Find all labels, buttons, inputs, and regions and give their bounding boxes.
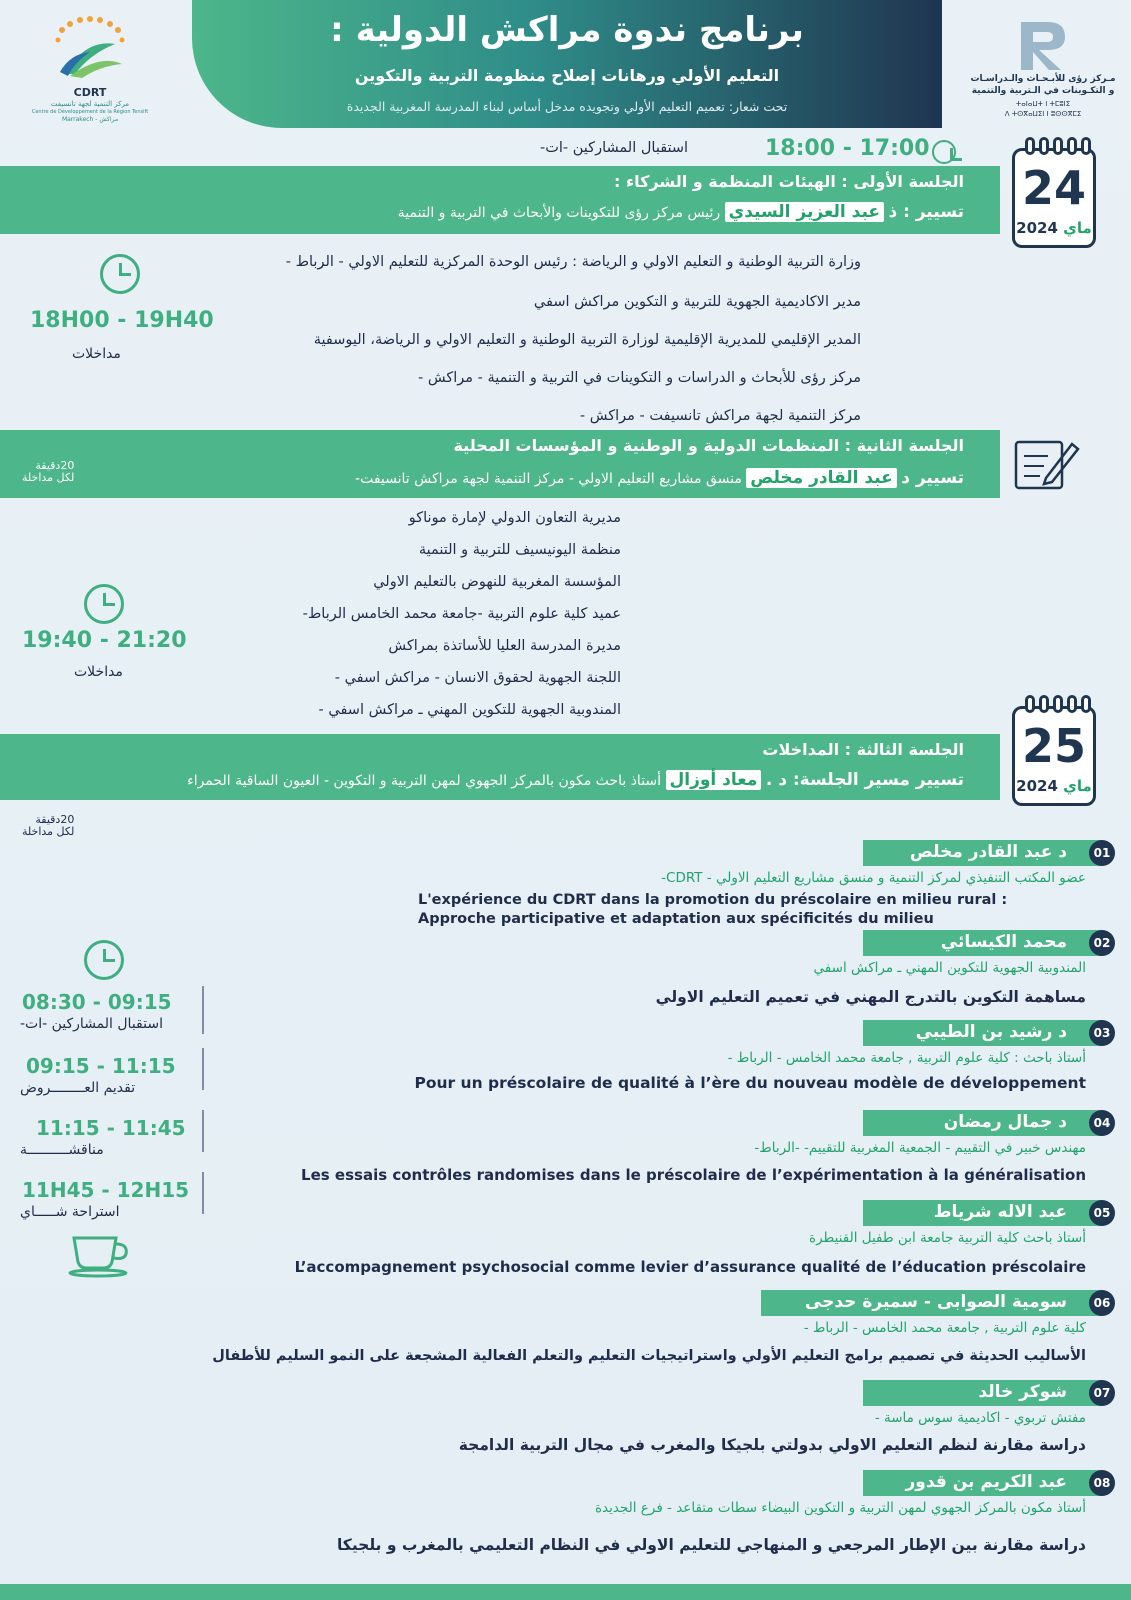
session-1-chair-name: عبد العزيز السيدي bbox=[725, 202, 884, 222]
calendar-day-24 bbox=[1012, 148, 1096, 248]
schedule-time: 11H45 - 12H15 bbox=[22, 1178, 190, 1202]
ruaa-caption-3: ⵜⴰⵏⴰⵡⵜ ⵏ ⵜⵎⵓⵏⵉ bbox=[1015, 100, 1071, 108]
session-1-chair bbox=[398, 202, 964, 222]
header-banner bbox=[192, 0, 942, 128]
calendar-ring bbox=[1025, 137, 1035, 155]
speaker-8-role: أستاذ مكون بالمركز الجهوي لمهن التربية و التكوين البيضاء سطات متقاعد - فرع الجديدة bbox=[594, 1500, 1086, 1516]
welcome-label: استقبال المشاركين -ات- bbox=[540, 140, 689, 156]
speaker-8-topic: دراسة مقارنة بين الإطار المرجعي و المنهاجي للتعليم الاولي في النظام التعليمي بالمغرب و بلجيكا bbox=[336, 1536, 1086, 1554]
session-1-title: الجلسة الأولى : الهيئات المنظمة و الشركاء : bbox=[614, 172, 964, 191]
speaker-6-name: سومية الصوابى - سميرة حدجى bbox=[804, 1292, 1067, 1312]
session-3-chair-prefix: تسيير مسير الجلسة: د . bbox=[765, 770, 964, 790]
calendar-day-number: 24 bbox=[1021, 161, 1086, 215]
speaker-3-role: أستاذ باحث : كلية علوم التربية , جامعة محمد الخامس - الرباط - bbox=[727, 1050, 1086, 1066]
session-3-note-duration: 20دقيقة bbox=[35, 813, 75, 826]
session-2-note bbox=[22, 460, 74, 484]
session-1-item: مدير الاكاديمية الجهوية للتربية و التكوين مراكش اسفي bbox=[533, 294, 861, 310]
calendar-ring bbox=[1053, 695, 1063, 713]
clock-icon bbox=[100, 254, 140, 294]
tea-cup-icon bbox=[68, 1228, 140, 1278]
speaker-6-number: 06 bbox=[1089, 1290, 1115, 1316]
speaker-3-topic: Pour un préscolaire de qualité à l’ère du nouveau modèle de développement bbox=[414, 1074, 1086, 1092]
speaker-1-number: 01 bbox=[1089, 840, 1115, 866]
session-2-note-per: لكل مداخلة bbox=[22, 471, 75, 484]
calendar-ring bbox=[1067, 137, 1077, 155]
speaker-7-topic: دراسة مقارنة لنظم التعليم الاولي بدولتي بلجيكا والمغرب في مجال التربية الدامجة bbox=[458, 1436, 1086, 1454]
calendar-ring bbox=[1081, 137, 1091, 155]
session-1-time-label: مداخلات bbox=[72, 346, 121, 362]
speaker-7-number: 07 bbox=[1089, 1380, 1115, 1406]
schedule-divider bbox=[202, 1110, 204, 1152]
session-1-item: وزارة التربية الوطنية و التعليم الاولي و الرياضة : رئيس الوحدة المركزية للتعليم الاولي - الرباط - bbox=[285, 254, 861, 270]
speaker-6-band bbox=[761, 1290, 1101, 1316]
ruaa-caption-4: ⴷ ⵜⵙⴳⴰⵡⵉⵏ ⵏ ⵓⵙⵙⴳⵎⵉ bbox=[1004, 110, 1082, 118]
clock-icon bbox=[84, 584, 124, 624]
speaker-1-name: د عبد القادر مخلص bbox=[909, 842, 1067, 862]
session-2-band bbox=[0, 430, 1000, 498]
footer-bar bbox=[0, 1584, 1131, 1600]
speaker-1-topic: L'expérience du CDRT dans la promotion du préscolaire en milieu rural : bbox=[418, 892, 1008, 908]
session-2-chair-name: عبد القادر مخلص bbox=[746, 468, 896, 488]
session-2-item: منظمة اليونيسيف للتربية و التنمية bbox=[418, 542, 621, 558]
session-2-chair bbox=[355, 468, 964, 488]
ruaa-logo bbox=[968, 12, 1118, 122]
calendar-ring bbox=[1053, 137, 1063, 155]
cdrt-caption: مركز التنمية لجهة تانسيفت bbox=[50, 100, 130, 108]
page-subtitle: التعليم الأولي ورهانات إصلاح منظومة التربية والتكوين bbox=[354, 66, 780, 85]
session-1-time: 18H00 - 19H40 bbox=[30, 308, 214, 333]
speaker-6-role: كلية علوم التربية , جامعة محمد الخامس - الرباط - bbox=[803, 1320, 1086, 1336]
speaker-7-name: شوكر خالد bbox=[978, 1382, 1067, 1402]
cdrt-logo bbox=[30, 14, 150, 124]
session-1-chair-prefix: تسيير : ذ bbox=[888, 202, 964, 222]
page-title: برنامج ندوة مراكش الدولية : bbox=[330, 10, 804, 50]
speaker-8-band bbox=[863, 1470, 1101, 1496]
notepad-pen-icon bbox=[1012, 434, 1082, 494]
session-2-item: مديرة المدرسة العليا للأساتذة بمراكش bbox=[388, 638, 621, 654]
calendar-ring bbox=[1025, 695, 1035, 713]
schedule-divider bbox=[202, 986, 204, 1034]
speaker-7-role: مفتش تربوي - اكاديمية سوس ماسة - bbox=[874, 1410, 1086, 1426]
session-1-band bbox=[0, 166, 1000, 234]
speaker-3-band bbox=[863, 1020, 1101, 1046]
cdrt-logo-text: CDRT bbox=[73, 86, 107, 99]
session-2-item: المؤسسة المغربية للنهوض بالتعليم الاولي bbox=[373, 574, 621, 590]
calendar-year: 2024 bbox=[1016, 219, 1058, 237]
cdrt-caption-city: Marrakech - مراكش bbox=[61, 116, 119, 123]
schedule-time: 08:30 - 09:15 bbox=[22, 990, 172, 1014]
calendar-month-name: ماي bbox=[1063, 777, 1092, 795]
schedule-time: 09:15 - 11:15 bbox=[26, 1054, 176, 1078]
session-3-chair-role: أستاذ باحث مكون بالمركز الجهوي لمهن التربية و التكوين - العيون الساقية الحمراء bbox=[187, 773, 662, 789]
session-3-chair bbox=[187, 770, 964, 790]
speaker-4-name: د جمال رمضان bbox=[943, 1112, 1067, 1132]
speaker-2-number: 02 bbox=[1089, 930, 1115, 956]
calendar-ring bbox=[1039, 137, 1049, 155]
schedule-label: تقديم العــــــــروض bbox=[20, 1080, 136, 1096]
calendar-month bbox=[1015, 777, 1093, 795]
session-1-item: مركز رؤى للأبحاث و الدراسات و التكوينات في التربية و التنمية - مراكش - bbox=[418, 370, 861, 386]
calendar-ring bbox=[1081, 695, 1091, 713]
session-3-note-per: لكل مداخلة bbox=[22, 825, 75, 838]
session-2-item: مديرية التعاون الدولي لإمارة موناكو bbox=[408, 510, 621, 526]
page-slogan: تحت شعار: تعميم التعليم الأولي وتجويده مدخل أساس لبناء المدرسة المغربية الجديدة bbox=[346, 99, 788, 114]
calendar-day-number: 25 bbox=[1021, 719, 1086, 773]
speaker-4-band bbox=[863, 1110, 1101, 1136]
speaker-8-name: عبد الكريم بن قدور bbox=[905, 1472, 1067, 1492]
session-1-item: مركز التنمية لجهة مراكش تانسيفت - مراكش - bbox=[579, 408, 861, 424]
session-3-band bbox=[0, 734, 1000, 800]
schedule-divider bbox=[202, 1172, 204, 1214]
session-3-chair-name: معاد أوزال bbox=[666, 770, 762, 790]
schedule-divider bbox=[202, 1048, 204, 1090]
ruaa-caption-1: مـركز رؤى للأبـحـاث والـدراسـات bbox=[970, 74, 1116, 84]
speaker-5-role: أستاذ باحث كلية التربية جامعة ابن طفيل القنيطرة bbox=[809, 1230, 1086, 1246]
speaker-2-role: المندوبية الجهوية للتكوين المهني ـ مراكش اسفي bbox=[813, 960, 1086, 976]
session-2-title: الجلسة الثانية : المنظمات الدولية و الوطنية و المؤسسات المحلية bbox=[453, 436, 964, 455]
session-2-chair-prefix: تسيير د bbox=[901, 468, 964, 488]
cdrt-caption-fr: Centre de Développement de la Région Tensift bbox=[31, 109, 149, 115]
speaker-5-number: 05 bbox=[1089, 1200, 1115, 1226]
speaker-4-number: 04 bbox=[1089, 1110, 1115, 1136]
speaker-2-band bbox=[863, 930, 1101, 956]
schedule-label: استقبال المشاركين -ات- bbox=[20, 1016, 163, 1032]
clock-icon bbox=[932, 140, 956, 164]
session-2-time-label: مداخلات bbox=[74, 664, 123, 680]
speaker-5-topic: L’accompagnement psychosocial comme levier d’assurance qualité de l’éducation préscolaire bbox=[294, 1258, 1086, 1276]
speaker-5-band bbox=[863, 1200, 1101, 1226]
schedule-label: استراحة شـــــاي bbox=[20, 1204, 120, 1220]
calendar-ring bbox=[1067, 695, 1077, 713]
speaker-1-role: عضو المكتب التنفيذي لمركز التنمية و منسق مشاريع التعليم الاولي - CDRT- bbox=[661, 870, 1086, 886]
session-3-title: الجلسة الثالثة : المداخلات bbox=[762, 740, 964, 759]
session-2-item: اللجنة الجهوية لحقوق الانسان - مراكش اسفي - bbox=[334, 670, 621, 686]
speaker-4-role: مهندس خبير في التقييم - الجمعية المغربية للتقييم- -الرباط- bbox=[754, 1140, 1086, 1156]
cdrt-sun-icon bbox=[30, 14, 150, 94]
session-1-chair-role: رئيس مركز رؤى للتكوينات والأبحاث في التربية و التنمية bbox=[397, 205, 721, 221]
session-2-time: 19:40 - 21:20 bbox=[22, 628, 187, 653]
session-2-note-duration: 20دقيقة bbox=[35, 459, 75, 472]
speaker-6-topic: الأساليب الحديثة في تصميم برامج التعليم الأولي واستراتيجيات التعليم والتعلم الفعالية المشجعة على النمو السليم للأطفال bbox=[212, 1348, 1086, 1364]
calendar-day-25 bbox=[1012, 706, 1096, 806]
ruaa-caption-2: و التكـوينات في الـتربية والتنمية bbox=[971, 86, 1115, 96]
welcome-time: 18:00 - 17:00 bbox=[765, 136, 930, 161]
session-2-chair-role: منسق مشاريع التعليم الاولي - مركز التنمية لجهة مراكش تانسيفت- bbox=[355, 471, 742, 487]
speaker-2-topic: مساهمة التكوين بالتدرج المهني في تعميم التعليم الاولي bbox=[655, 988, 1086, 1006]
speaker-4-topic: Les essais contrôles randomises dans le préscolaire de l’expérimentation à la généralisation bbox=[301, 1166, 1086, 1184]
schedule-label: مناقشــــــــــة bbox=[20, 1142, 104, 1158]
speaker-7-band bbox=[863, 1380, 1101, 1406]
session-3-note bbox=[22, 814, 74, 838]
speaker-1-topic-line2: Approche participative et adaptation aux spécificités du milieu bbox=[418, 911, 934, 927]
calendar-month bbox=[1015, 219, 1093, 237]
speaker-8-number: 08 bbox=[1089, 1470, 1115, 1496]
calendar-month-name: ماي bbox=[1063, 219, 1092, 237]
speaker-3-number: 03 bbox=[1089, 1020, 1115, 1046]
schedule-time: 11:15 - 11:45 bbox=[36, 1116, 186, 1140]
speaker-5-name: عبد الاله شرياط bbox=[933, 1202, 1067, 1222]
ruaa-r-icon bbox=[1013, 12, 1073, 72]
session-2-item: عميد كلية علوم التربية -جامعة محمد الخامس الرباط- bbox=[302, 606, 621, 622]
session-2-item: المندوبية الجهوية للتكوين المهني ـ مراكش اسفي - bbox=[318, 702, 621, 718]
speaker-2-name: محمد الكيسائي bbox=[940, 932, 1067, 952]
speaker-1-band bbox=[863, 840, 1101, 866]
clock-icon bbox=[84, 940, 124, 980]
speaker-3-name: د رشيد بن الطيبي bbox=[915, 1022, 1067, 1042]
calendar-ring bbox=[1039, 695, 1049, 713]
calendar-year: 2024 bbox=[1016, 777, 1058, 795]
session-1-item: المدير الإقليمي للمديرية الإقليمية لوزارة التربية الوطنية و التعليم الاولي و الرياضة، اليوسفية bbox=[313, 332, 861, 348]
